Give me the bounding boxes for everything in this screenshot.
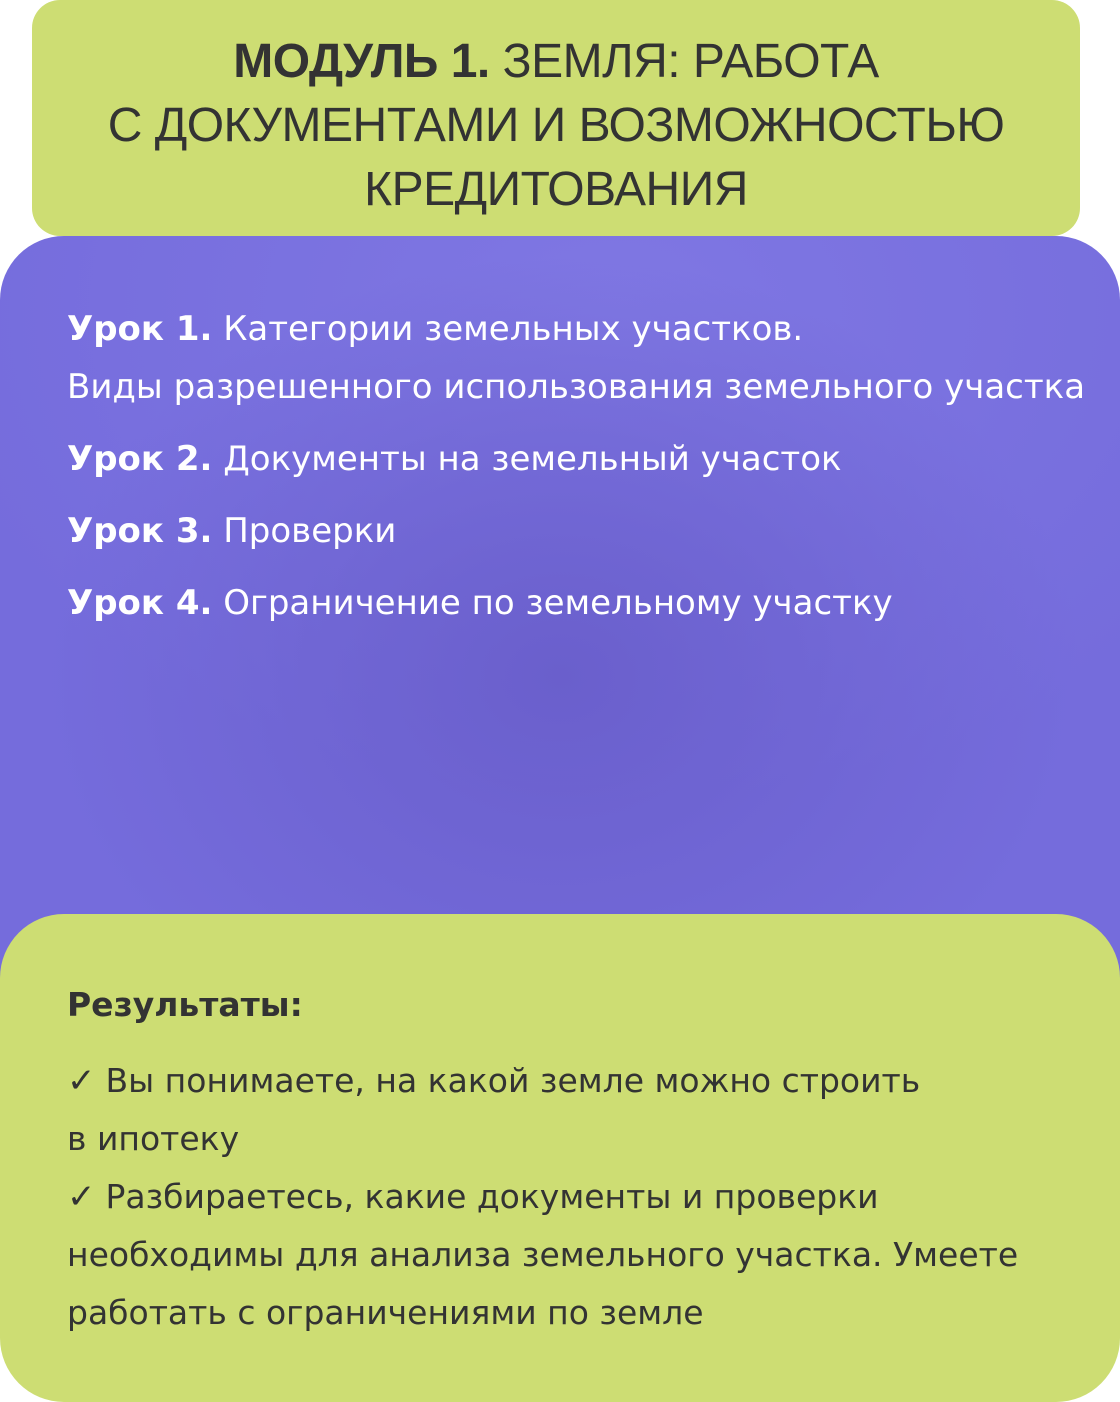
module-title-line-1 [32,30,1080,94]
check-icon: ✓ [67,1177,96,1217]
module-title-line-2: С ДОКУМЕНТАМИ И ВОЗМОЖНОСТЬЮ [107,99,1005,152]
results-heading: Результаты: [67,985,303,1024]
lesson-1 [67,300,1107,416]
lesson-subtitle: Виды разрешенного использования земельного участка [67,367,1086,407]
lesson-2 [67,430,1107,488]
lesson-title: Ограничение по земельному участку [223,583,893,623]
result-item-1-line-1 [67,1052,1067,1110]
module-number: МОДУЛЬ 1. [233,35,490,88]
module-title-card [32,0,1080,236]
result-item-1-line-2: в ипотеку [67,1119,240,1158]
lessons-list [67,300,1107,646]
results-list [67,1052,1067,1342]
lesson-number: Урок 3. [67,511,213,551]
lesson-number: Урок 1. [67,309,213,349]
lesson-title: Категории земельных участков. [223,309,804,349]
module-title-start: ЗЕМЛЯ: РАБОТА [502,35,879,88]
lesson-4 [67,574,1107,632]
result-text: Разбираетесь, какие документы и проверки [105,1177,879,1216]
module-title-line-3: КРЕДИТОВАНИЯ [364,163,748,216]
result-text: Вы понимаете, на какой земле можно строить [105,1061,921,1100]
lesson-3 [67,502,1107,560]
lesson-number: Урок 4. [67,583,213,623]
lesson-title: Проверки [223,511,397,551]
result-item-2-line-1 [67,1168,1067,1226]
lesson-number: Урок 2. [67,439,213,479]
check-icon: ✓ [67,1061,96,1101]
lesson-title: Документы на земельный участок [223,439,842,479]
result-item-2-line-3: работать с ограничениями по земле [67,1293,704,1332]
result-item-2-line-2: необходимы для анализа земельного участка. Умеете [67,1235,1019,1274]
